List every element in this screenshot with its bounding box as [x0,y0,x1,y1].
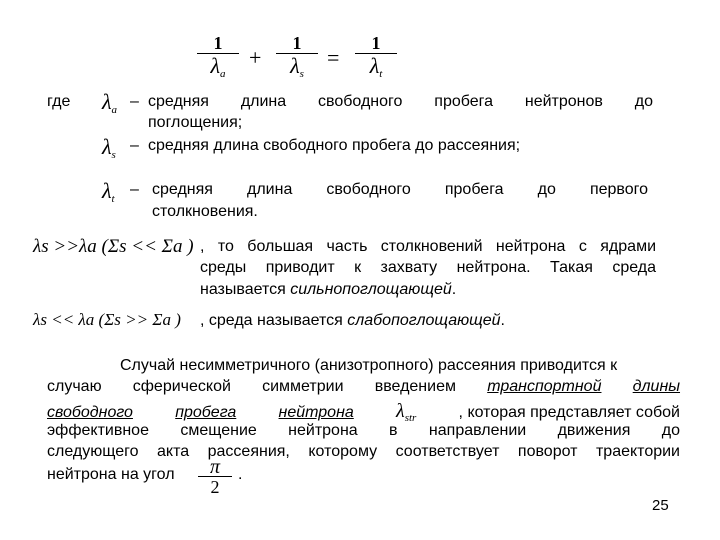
denominator: $\lambda_s$ [290,53,304,80]
fraction-1-over-lambda-s [276,33,318,86]
definition-3-line1: средняя длина свободного пробега до первого [152,181,648,198]
paragraph-line5: следующего акта рассеяния, которому соответствует поворот траектории [47,443,680,460]
denominator: $\lambda_t$ [369,53,383,80]
lambda-s-symbol: $\lambda_s$ [102,134,116,161]
equals-sign: = [327,45,340,70]
where-label: где [47,93,71,110]
paragraph-line6: нейтрона на угол [47,466,175,483]
lambda-t-symbol: $\lambda_t$ [102,178,115,205]
definition-1-line2: поглощения; [148,114,243,131]
fraction-1-over-lambda-t [355,33,397,86]
numerator: 1 [213,33,223,53]
numerator: 1 [292,33,302,53]
underlined-word: пробега [175,404,237,421]
weak-text: , среда называется слабопоглощающей. [200,312,505,329]
denominator: $\lambda_a$ [210,53,226,80]
numerator: 1 [371,33,381,53]
denominator: 2 [210,477,220,497]
dash: – [130,181,139,198]
lambda-a-symbol: $\lambda_a$ [102,89,118,116]
strong-text-line2: среды приводит к захвату нейтрона. Такая среда [200,259,656,276]
underlined-word: свободного [47,404,133,421]
strong-text-line3: называется сильнопоглощающей. [200,281,457,298]
final-period: . [238,466,243,483]
page-number: 25 [652,497,669,514]
definition-2: средняя длина свободного пробега до рассеяния; [148,137,521,154]
strong-absorption-condition: λs >>λa (Σs << Σa ) [33,236,194,257]
dash: – [130,137,139,154]
plus-sign: + [249,45,262,70]
definition-3-line2: столкновения. [152,203,258,220]
lambda-str-symbol: $\lambda_{str}$ [396,400,417,424]
numerator: π [209,456,221,478]
line3-tail: , которая представляет собой [458,404,680,421]
paragraph-line4: эффективное смещение нейтрона в направлении движения до [47,422,680,439]
paragraph-line1: Случай несимметричного (анизотропного) рассеяния приводится к [120,357,618,374]
underlined-word: нейтрона [278,404,354,421]
strong-text-line1: , то большая часть столкновений нейтрона с ядрами [200,238,656,255]
weak-absorption-condition: λs << λa (Σs >> Σa ) [33,310,181,329]
paragraph-line2: случаю сферической симметрии введением транспортной длины [47,378,681,395]
dash: – [130,93,139,110]
paragraph-line3 [47,400,680,424]
fraction-pi-over-2 [198,458,232,497]
fraction-1-over-lambda-a [197,33,239,86]
definition-1-line1: средняя длина свободного пробега нейтронов до [148,93,653,110]
